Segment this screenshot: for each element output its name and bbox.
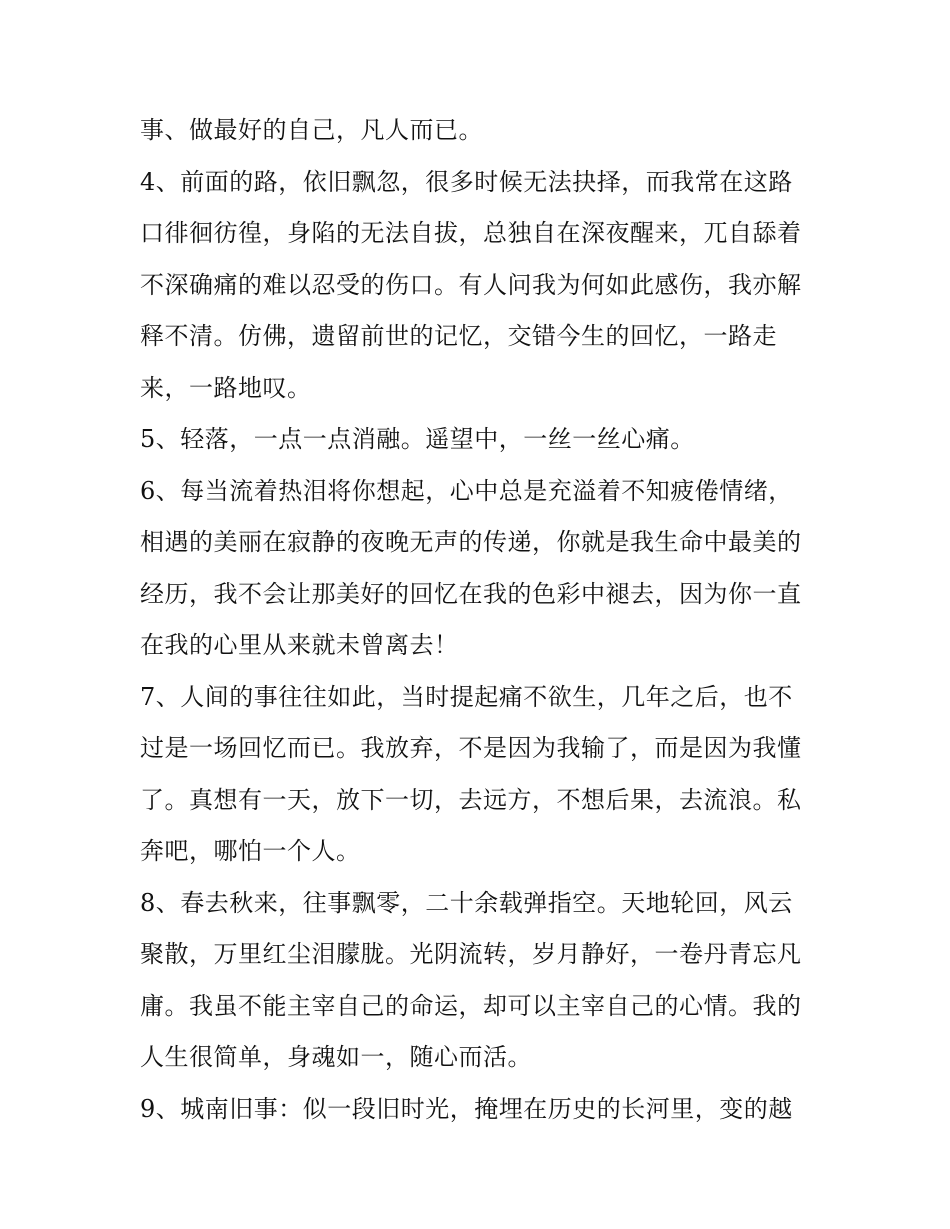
text-line: 8、春去秋来，往事飘零，二十余载弹指空。天地轮回，风云 <box>140 888 793 917</box>
text-line: 经历，我不会让那美好的回忆在我的色彩中褪去，因为你一直 <box>140 579 802 608</box>
text-line: 过是一场回忆而已。我放弃，不是因为我输了，而是因为我懂 <box>140 734 802 762</box>
text-line: 聚散，万里红尘泪朦胧。光阴流转，岁月静好，一卷丹青忘凡 <box>140 940 802 968</box>
text-line: 口徘徊彷徨，身陷的无法自拔，总独自在深夜醒来，兀自舔着 <box>140 219 802 247</box>
text-line: 相遇的美丽在寂静的夜晚无声的传递，你就是我生命中最美的 <box>140 528 802 556</box>
text-line: 来，一路地叹。 <box>140 373 312 402</box>
text-line: 9、城南旧事：似一段旧时光，掩埋在历史的长河里，变的越 <box>140 1094 793 1123</box>
text-line: 庸。我虽不能主宰自己的命运，却可以主宰自己的心情。我的 <box>140 991 802 1020</box>
text-line: 5、轻落，一点一点消融。遥望中，一丝一丝心痛。 <box>140 425 695 453</box>
text-line: 奔吧，哪怕一个人。 <box>140 837 361 865</box>
text-line: 6、每当流着热泪将你想起，心中总是充溢着不知疲倦情绪， <box>140 476 793 505</box>
text-line: 在我的心里从来就未曾离去！ <box>140 631 459 659</box>
text-line: 释不清。仿佛，遗留前世的记忆，交错今生的回忆，一路走 <box>140 322 777 350</box>
text-line: 不深确痛的难以忍受的伤口。有人问我为何如此感伤，我亦解 <box>140 270 802 299</box>
text-line: 事、做最好的自己，凡人而已。 <box>140 116 483 144</box>
text-line: 人生很简单，身魂如一，随心而活。 <box>140 1043 532 1071</box>
text-line: 4、前面的路，依旧飘忽，很多时候无法抉择，而我常在这路 <box>140 167 793 196</box>
document-body <box>140 105 820 1135</box>
text-line: 了。真想有一天，放下一切，去远方，不想后果，去流浪。私 <box>140 785 802 814</box>
text-line: 7、人间的事往往如此，当时提起痛不欲生，几年之后，也不 <box>140 682 793 711</box>
